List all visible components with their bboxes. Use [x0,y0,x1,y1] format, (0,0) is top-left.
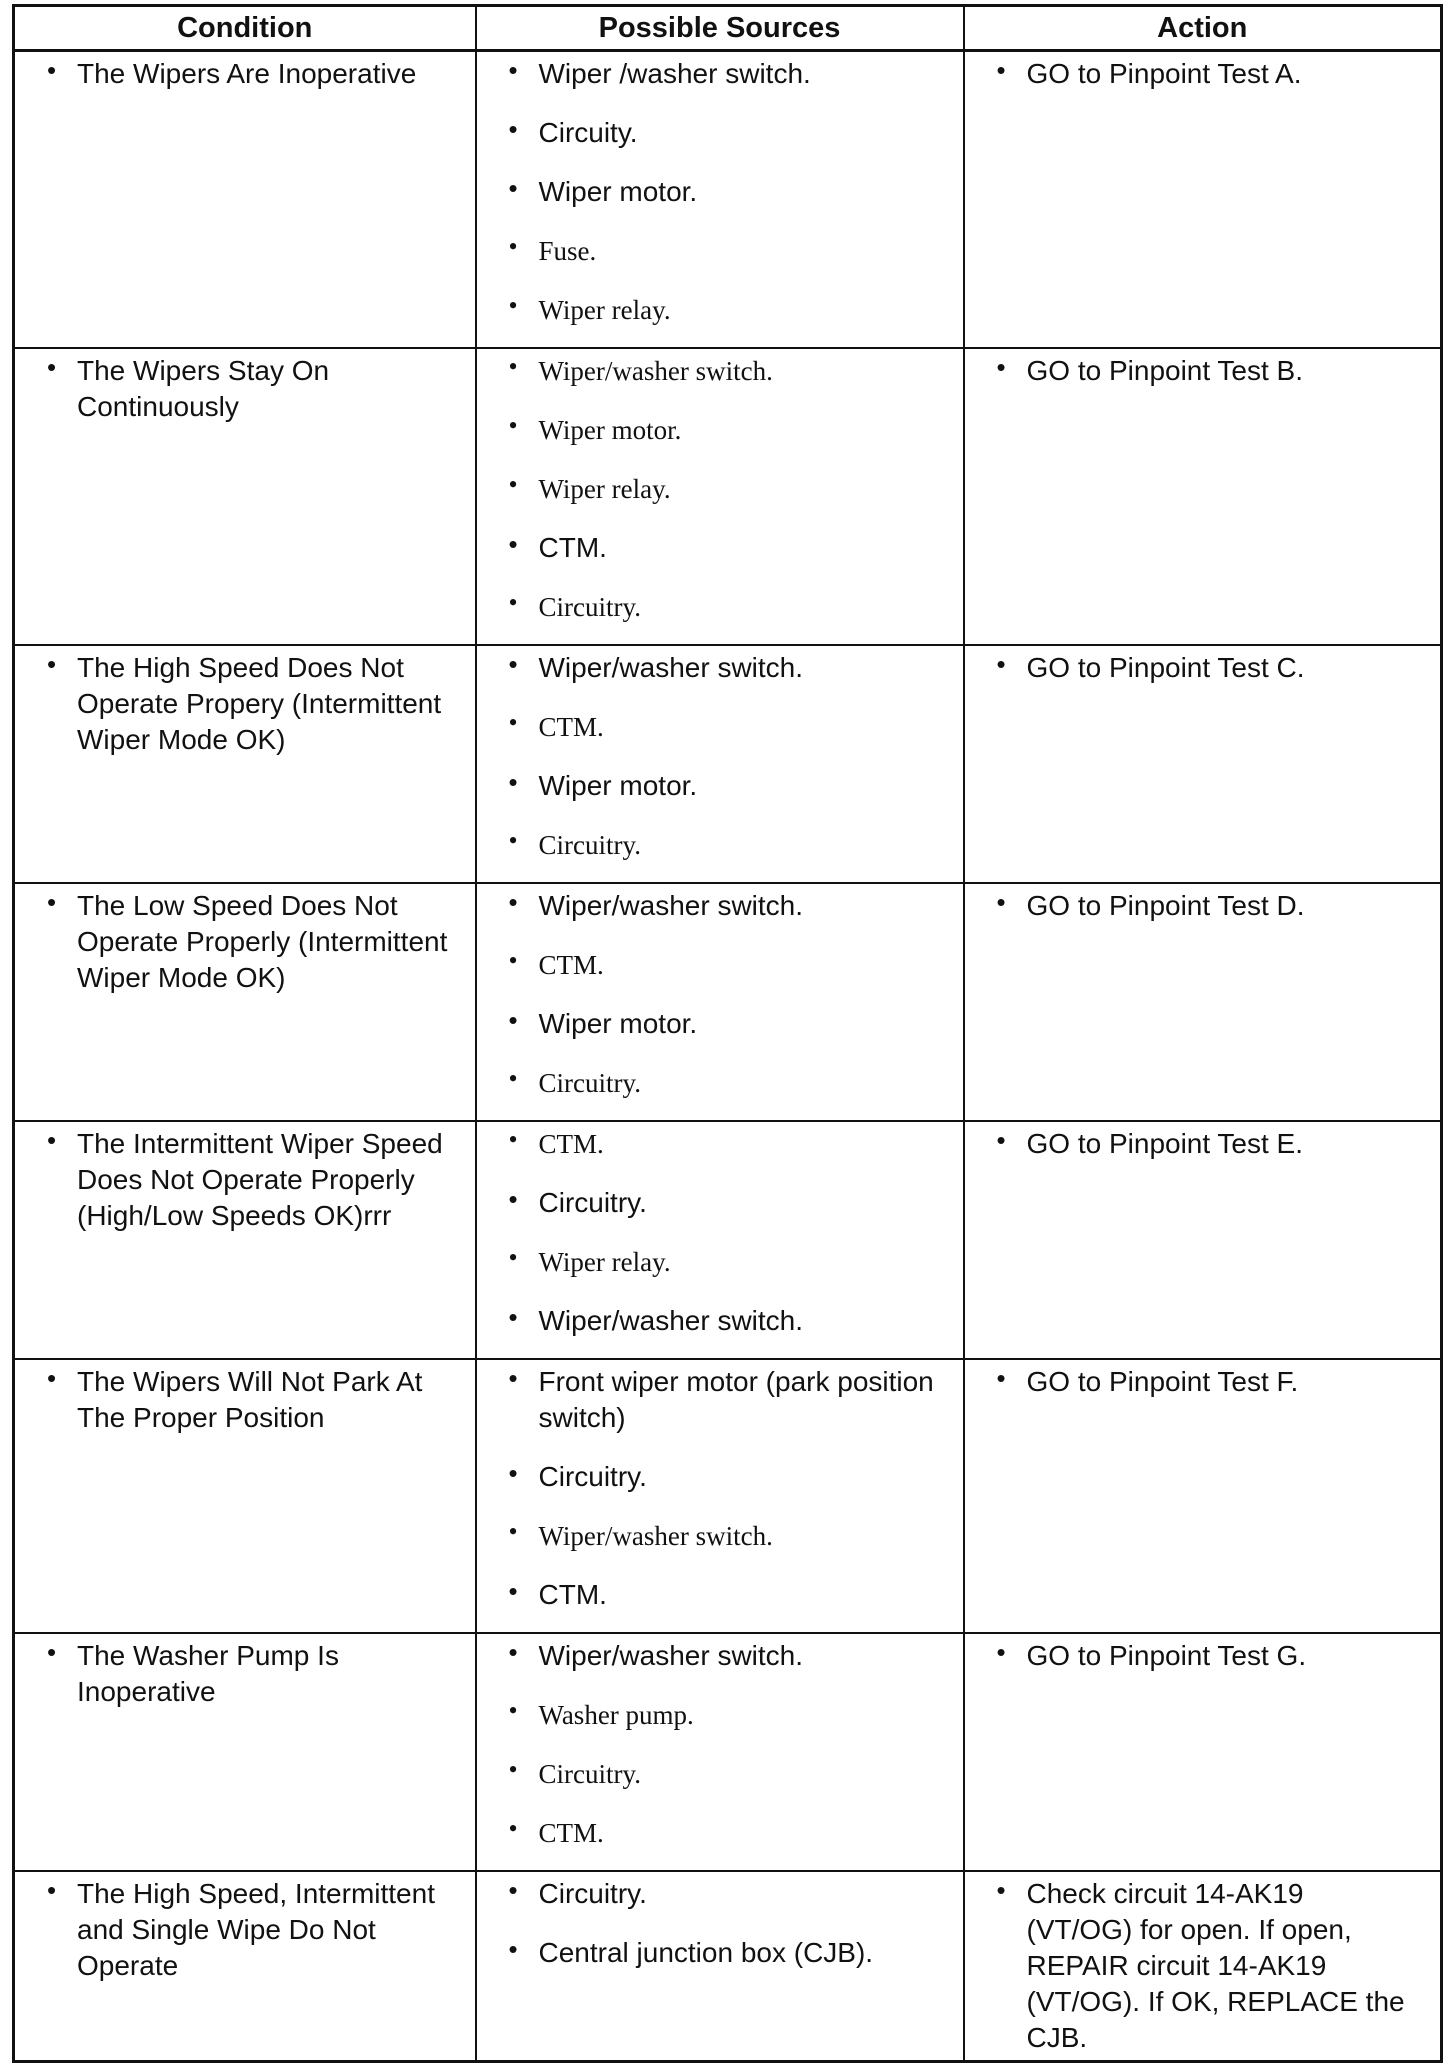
sources-cell [476,348,964,645]
source-item: • Wiper relay. [477,467,963,526]
source-item: • CTM. [477,1811,963,1870]
header-condition: Condition [14,6,476,51]
condition-cell [14,883,476,1121]
source-item: • Wiper motor. [477,170,963,229]
action-cell [964,1121,1442,1359]
action-text: • GO to Pinpoint Test E. [965,1122,1441,1162]
action-text: • GO to Pinpoint Test D. [965,884,1441,924]
source-item: • Circuitry. [477,1061,963,1120]
source-item: • Wiper motor. [477,1002,963,1061]
table-row [14,348,1442,645]
condition-cell [14,1121,476,1359]
condition-text: • The High Speed Does Not Operate Propery (Intermittent Wiper Mode OK) [15,646,475,758]
table-row [14,883,1442,1121]
source-item: • CTM. [477,526,963,585]
table-row [14,1871,1442,2061]
action-text: • GO to Pinpoint Test G. [965,1634,1441,1674]
source-item: • CTM. [477,943,963,1002]
source-item: • Wiper/washer switch. [477,349,963,408]
source-item: • Wiper/washer switch. [477,646,963,705]
action-cell [964,645,1442,883]
source-item: • Wiper relay. [477,1240,963,1299]
source-item: • CTM. [477,705,963,764]
condition-cell [14,51,476,349]
sources-cell [476,645,964,883]
sources-cell [476,1121,964,1359]
condition-cell [14,348,476,645]
sources-cell [476,1871,964,2061]
source-item: • Wiper/washer switch. [477,1514,963,1573]
condition-cell [14,1871,476,2061]
source-item: • Circuitry. [477,1872,963,1931]
header-possible-sources: Possible Sources [476,6,964,51]
symptom-chart-table [12,4,1443,2063]
source-item: • Circuitry. [477,585,963,644]
source-item: • Circuitry. [477,823,963,882]
source-item: • Circuity. [477,111,963,170]
header-action: Action [964,6,1442,51]
action-text: • Check circuit 14-AK19 (VT/OG) for open. If open, REPAIR circuit 14-AK19 (VT/OG). If OK, REPLACE the CJB. [965,1872,1441,2056]
source-item: • Central junction box (CJB). [477,1931,963,1990]
condition-cell [14,1633,476,1871]
table-row [14,645,1442,883]
source-item: • Wiper/washer switch. [477,884,963,943]
source-item: • Wiper/washer switch. [477,1299,963,1358]
condition-cell [14,1359,476,1633]
action-text: • GO to Pinpoint Test A. [965,52,1441,92]
condition-text: • The Wipers Will Not Park At The Proper Position [15,1360,475,1436]
source-item: • CTM. [477,1122,963,1181]
source-item: • Wiper/washer switch. [477,1634,963,1693]
source-item: • Wiper relay. [477,288,963,347]
table-row [14,51,1442,349]
source-item: • Circuitry. [477,1752,963,1811]
source-item: • Circuitry. [477,1181,963,1240]
condition-text: • The Wipers Are Inoperative [15,52,475,92]
action-cell [964,1871,1442,2061]
action-text: • GO to Pinpoint Test B. [965,349,1441,389]
source-item: • Circuitry. [477,1455,963,1514]
diagnosis-table-container [12,4,1440,2053]
sources-cell [476,1359,964,1633]
table-row [14,1121,1442,1359]
action-text: • GO to Pinpoint Test F. [965,1360,1441,1400]
action-cell [964,51,1442,349]
header-row [14,6,1442,51]
action-cell [964,1633,1442,1871]
table-row [14,1633,1442,1871]
source-item: • Wiper /washer switch. [477,52,963,111]
sources-cell [476,1633,964,1871]
source-item: • Washer pump. [477,1693,963,1752]
source-item: • CTM. [477,1573,963,1632]
action-text: • GO to Pinpoint Test C. [965,646,1441,686]
condition-text: • The Wipers Stay On Continuously [15,349,475,425]
action-cell [964,348,1442,645]
action-cell [964,1359,1442,1633]
source-item: • Fuse. [477,229,963,288]
condition-text: • The Intermittent Wiper Speed Does Not Operate Properly (High/Low Speeds OK)rrr [15,1122,475,1234]
sources-cell [476,51,964,349]
source-item: • Wiper motor. [477,408,963,467]
action-cell [964,883,1442,1121]
condition-text: • The Low Speed Does Not Operate Properly (Intermittent Wiper Mode OK) [15,884,475,996]
source-item: • Front wiper motor (park position switch) [477,1360,963,1455]
condition-text: • The Washer Pump Is Inoperative [15,1634,475,1710]
sources-cell [476,883,964,1121]
table-row [14,1359,1442,1633]
source-item: • Wiper motor. [477,764,963,823]
condition-text: • The High Speed, Intermittent and Single Wipe Do Not Operate [15,1872,475,1984]
condition-cell [14,645,476,883]
